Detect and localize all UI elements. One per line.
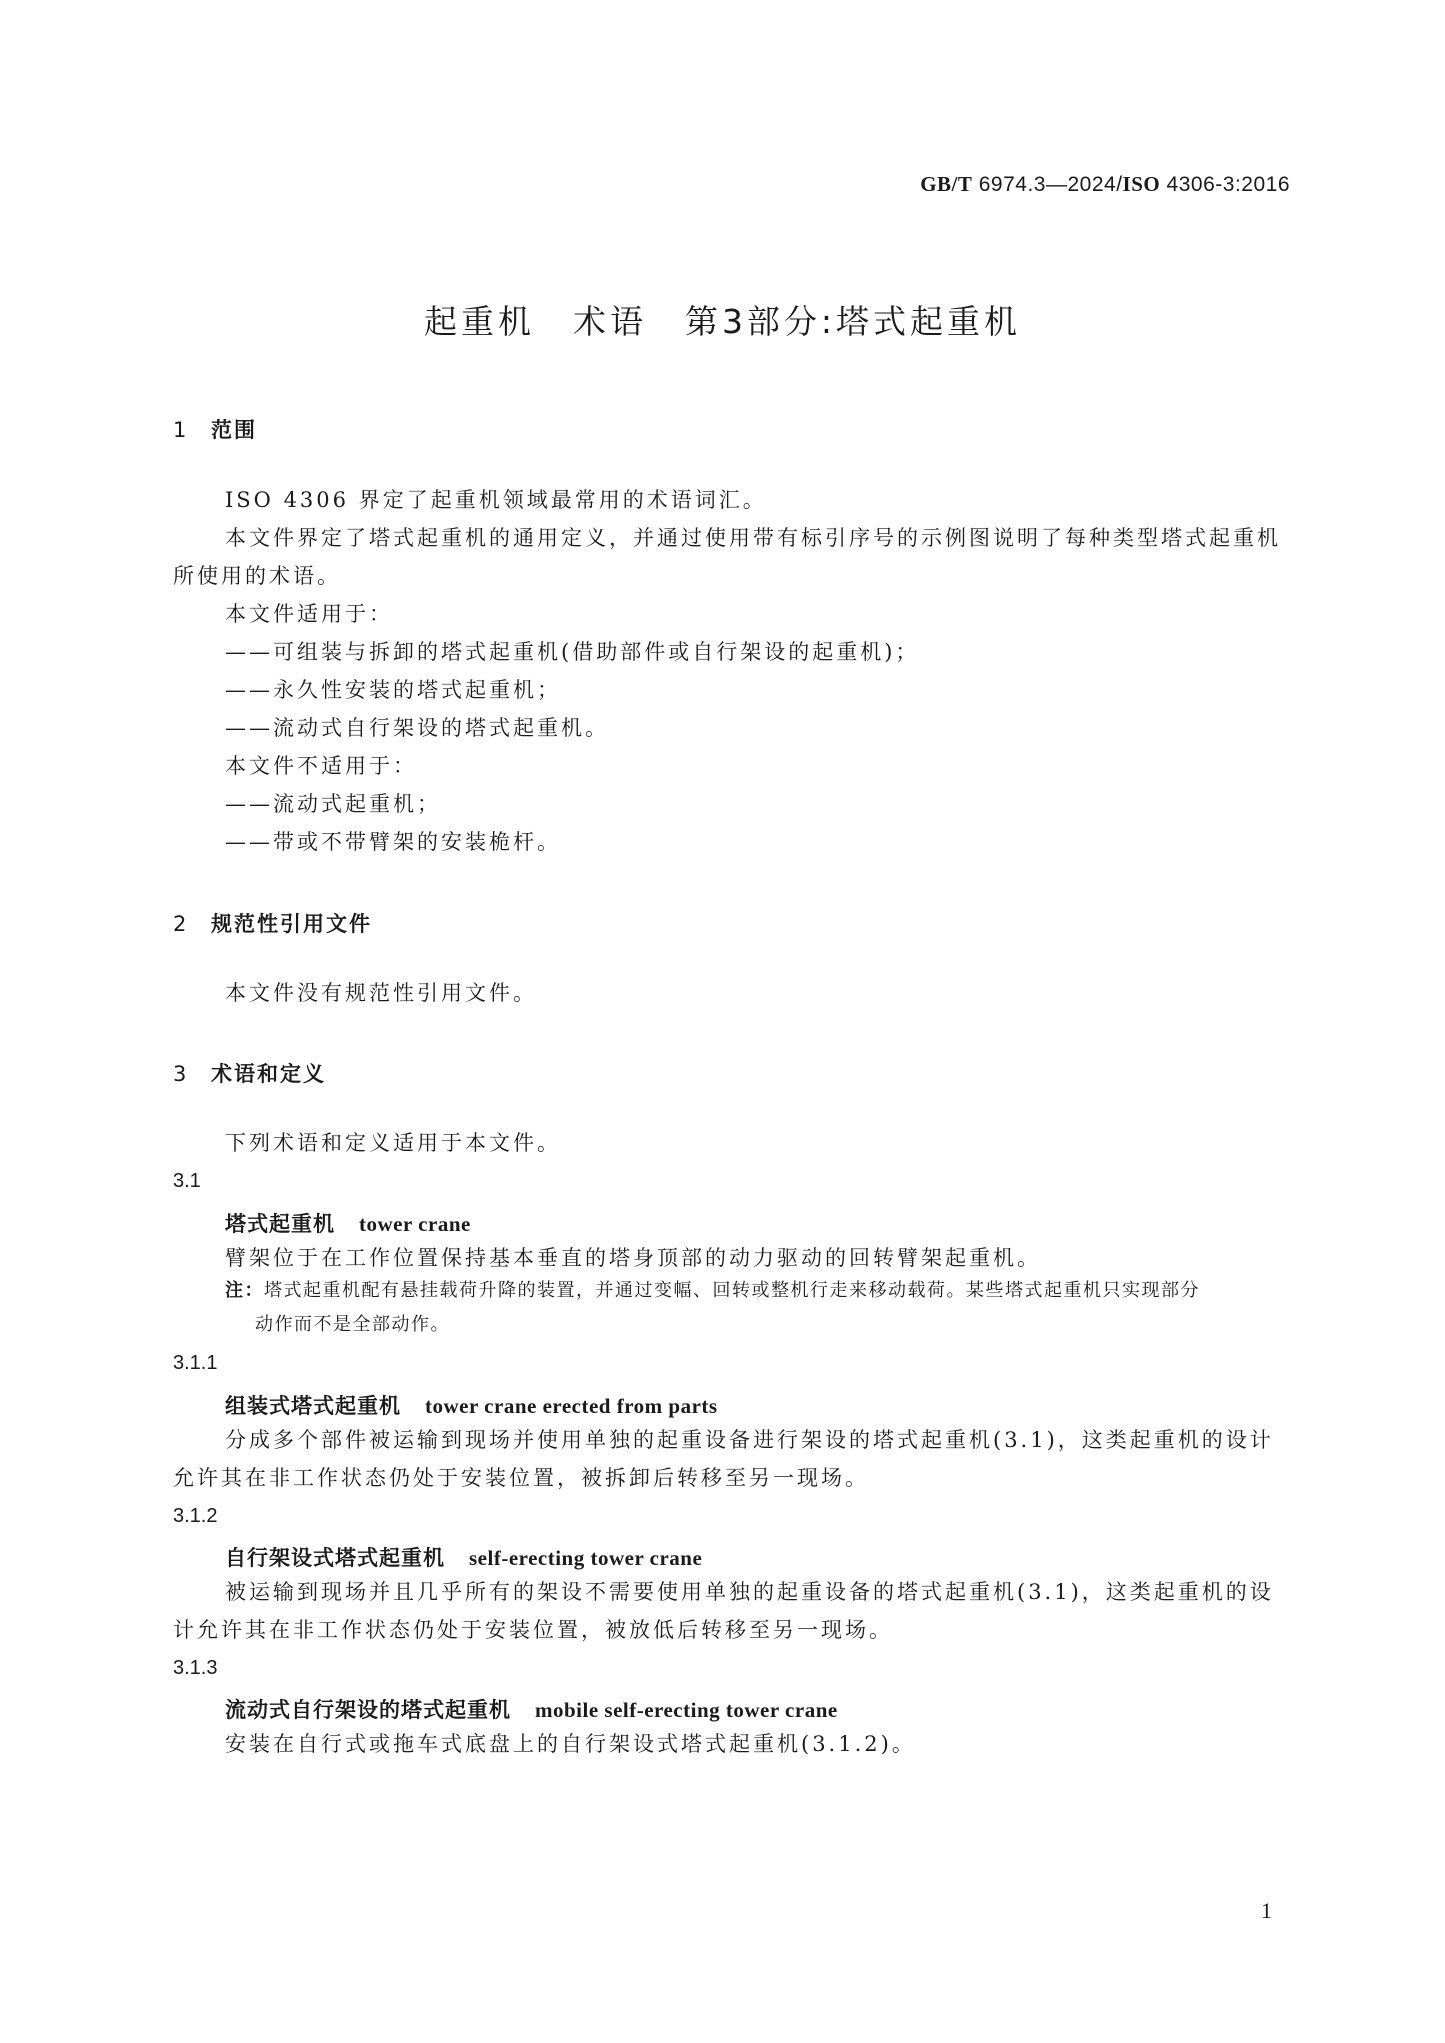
- clause-number: 3.1: [173, 1170, 201, 1192]
- term-definition: 安装在自行式或拖车式底盘上的自行架设式塔式起重机(3.1.2)。: [225, 1732, 916, 1756]
- section-1-heading: [173, 414, 257, 444]
- clause-number: 3.1.1: [173, 1352, 218, 1374]
- list-item: ——可组装与拆卸的塔式起重机(借助部件或自行架设的起重机)；: [225, 640, 920, 664]
- code-iso: ISO: [1122, 172, 1161, 196]
- paragraph: 下列术语和定义适用于本文件。: [225, 1131, 561, 1155]
- note-text-line-1: 塔式起重机配有悬挂载荷升降的装置，并通过变幅、回转或整机行走来移动载荷。某些塔式起重机只实现部分: [264, 1280, 1200, 1301]
- list-item: ——永久性安装的塔式起重机；: [225, 678, 561, 702]
- paragraph: 本文件不适用于：: [225, 754, 417, 778]
- title-part-2: 术语: [572, 302, 647, 341]
- note-text-line-2: 动作而不是全部动作。: [255, 1314, 450, 1335]
- term-zh: 自行架设式塔式起重机: [225, 1546, 445, 1570]
- term-definition: 分成多个部件被运输到现场并使用单独的起重设备进行架设的塔式起重机(3.1)，这类起重机的设计允许其在非工作状态仍处于安装位置，被拆卸后转移至另一现场。: [173, 1428, 1274, 1490]
- term-zh: 流动式自行架设的塔式起重机: [225, 1698, 511, 1722]
- document-title: [0, 296, 1445, 343]
- term-en: mobile self-erecting tower crane: [535, 1698, 838, 1722]
- term-en: tower crane: [359, 1212, 471, 1236]
- term-heading: [225, 1208, 471, 1238]
- section-number: 2: [173, 912, 189, 936]
- section-2-heading: [173, 908, 372, 938]
- section-title: 范围: [211, 418, 257, 442]
- list-item: ——流动式起重机；: [225, 792, 441, 816]
- term-zh: 塔式起重机: [225, 1212, 335, 1236]
- section-number: 1: [173, 418, 189, 442]
- term-heading: [225, 1542, 702, 1572]
- term-definition: 臂架位于在工作位置保持基本垂直的塔身顶部的动力驱动的回转臂架起重机。: [225, 1246, 1041, 1270]
- list-item: ——带或不带臂架的安装桅杆。: [225, 830, 561, 854]
- paragraph: 本文件界定了塔式起重机的通用定义，并通过使用带有标引序号的示例图说明了每种类型塔式起重机所使用的术语。: [173, 526, 1281, 588]
- paragraph: 本文件没有规范性引用文件。: [225, 981, 537, 1005]
- list-item: ——流动式自行架设的塔式起重机。: [225, 716, 609, 740]
- code-gbt: GB/T: [920, 172, 973, 196]
- term-definition: 被运输到现场并且几乎所有的架设不需要使用单独的起重设备的塔式起重机(3.1)，这类起重机的设计允许其在非工作状态仍处于安装位置，被放低后转移至另一现场。: [173, 1580, 1274, 1642]
- term-en: tower crane erected from parts: [425, 1394, 718, 1418]
- section-number: 3: [173, 1062, 189, 1086]
- term-heading: [225, 1694, 838, 1724]
- clause-number: 3.1.3: [173, 1657, 218, 1679]
- standard-code: [920, 172, 1290, 197]
- clause-number: 3.1.2: [173, 1505, 218, 1527]
- term-zh: 组装式塔式起重机: [225, 1394, 401, 1418]
- code-iso-number: 4306-3:2016: [1160, 173, 1290, 196]
- section-title: 术语和定义: [211, 1062, 326, 1086]
- page-number: 1: [1261, 1898, 1272, 1923]
- title-part-3: 第3部分:塔式起重机: [684, 302, 1022, 341]
- note: [225, 1274, 1293, 1342]
- paragraph: 本文件适用于：: [225, 602, 393, 626]
- note-label: 注：: [225, 1280, 264, 1301]
- section-title: 规范性引用文件: [211, 912, 372, 936]
- term-heading: [225, 1390, 718, 1420]
- term-en: self-erecting tower crane: [469, 1546, 703, 1570]
- paragraph: ISO 4306 界定了起重机领域最常用的术语词汇。: [225, 488, 767, 512]
- title-part-1: 起重机: [423, 302, 535, 341]
- code-number: 6974.3—2024/: [972, 173, 1123, 196]
- section-3-heading: [173, 1058, 326, 1088]
